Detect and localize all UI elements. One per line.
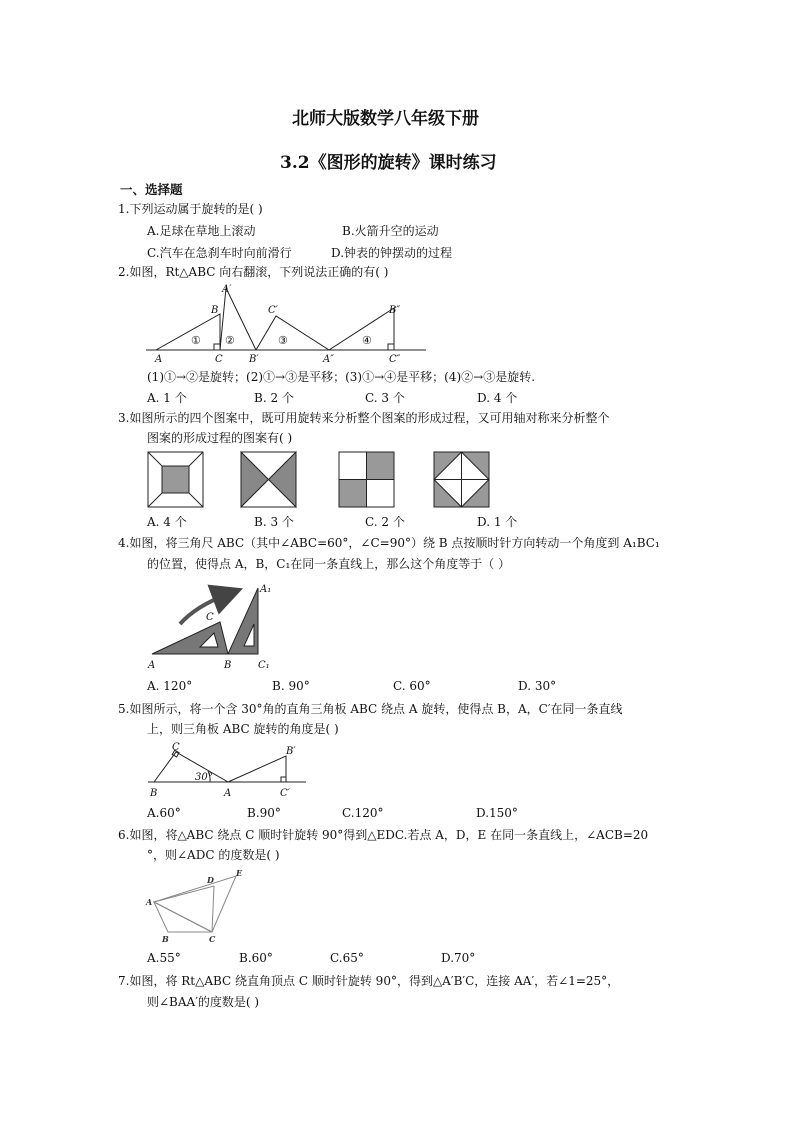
q4-option-b: B. 90° — [272, 679, 310, 693]
q5-label: A — [224, 788, 232, 799]
q2-label: B″ — [389, 305, 401, 316]
q6-option-c: C.65° — [330, 951, 364, 965]
q7-stem-line1: 7.如图，将 Rt△ABC 绕直角顶点 C 顺时针旋转 90°，得到△A′B′C，连接 AA′，若∠1=25°， — [118, 974, 620, 988]
q5-label: B′ — [286, 746, 296, 757]
q6-label: D — [207, 875, 214, 885]
q4-option-a: A. 120° — [147, 679, 193, 693]
q2-stem: 2.如图，Rt△ABC 向右翻滚，下列说法正确的有( ) — [118, 265, 389, 279]
q6-option-a: A.55° — [147, 951, 181, 965]
q2-option-a: A. 1 个 — [147, 391, 187, 405]
q3-stem-line2: 图案的形成过程的图案有( ) — [147, 431, 293, 445]
q3-pattern-figures — [146, 451, 496, 509]
q2-label: B — [211, 305, 219, 316]
q4-stem-line2: 的位置，使得点 A，B，C₁在同一条直线上，那么这个角度等于（ ） — [147, 557, 511, 571]
q4-set-square-figure — [148, 580, 288, 672]
q2-option-b: B. 2 个 — [254, 391, 294, 405]
q6-option-b: B.60° — [239, 951, 273, 965]
q1-option-b: B.火箭升空的运动 — [342, 224, 439, 238]
q6-label: B — [162, 934, 169, 944]
q2-rolling-triangle-figure — [146, 280, 436, 368]
q2-label: ④ — [362, 334, 372, 347]
q6-label: A — [146, 897, 153, 907]
q5-option-b: B.90° — [247, 806, 281, 820]
q2-label: A — [155, 354, 163, 365]
q2-label: A″ — [323, 354, 334, 365]
q3-option-d: D. 1 个 — [477, 515, 518, 529]
q2-label: C′ — [268, 305, 278, 316]
section-heading: 一、选择题 — [120, 182, 183, 197]
q3-stem-line1: 3.如图所示的四个图案中，既可用旋转来分析整个图案的形成过程，又可用轴对称来分析整个 — [118, 411, 610, 425]
q3-option-a: A. 4 个 — [147, 515, 187, 529]
q5-label: B — [150, 788, 158, 799]
q2-label: ① — [191, 334, 201, 347]
doc-subtitle: 3.2《图形的旋转》课时练习 — [280, 153, 497, 173]
q1-option-c: C.汽车在急刹车时向前滑行 — [147, 246, 292, 260]
q5-stem-line2: 上，则三角板 ABC 旋转的角度是( ) — [147, 722, 339, 736]
q2-option-c: C. 3 个 — [365, 391, 405, 405]
q6-label: E — [236, 868, 243, 878]
q7-stem-line2: 则∠BAA′的度数是( ) — [147, 995, 260, 1009]
q4-option-d: D. 30° — [518, 679, 557, 693]
q2-label: B′ — [249, 354, 259, 365]
q2-label: ③ — [278, 334, 288, 347]
q2-statements: (1)①→②是旋转；(2)①→③是平移；(3)①→④是平移；(4)②→③是旋转. — [147, 370, 536, 384]
q3-option-b: B. 3 个 — [254, 515, 294, 529]
q5-triangle-rotation-figure — [146, 740, 311, 802]
q4-label: A₁ — [260, 584, 272, 595]
q6-stem-line2: °，则∠ADC 的度数是( ) — [147, 848, 280, 862]
q5-option-d: D.150° — [476, 806, 518, 820]
q5-option-a: A.60° — [147, 806, 181, 820]
q5-label: 30° — [195, 772, 213, 783]
q4-option-c: C. 60° — [393, 679, 431, 693]
q6-stem-line1: 6.如图，将△ABC 绕点 C 顺时针旋转 90°得到△EDC.若点 A，D，E 在同一条直线上，∠ACB=20 — [118, 828, 649, 842]
q6-label: C — [209, 934, 216, 944]
q1-option-d: D.钟表的钟摆动的过程 — [331, 246, 453, 260]
q1-option-a: A.足球在草地上滚动 — [147, 224, 256, 238]
doc-title: 北师大版数学八年级下册 — [292, 109, 479, 129]
q2-label: C″ — [389, 354, 401, 365]
q4-label: C₁ — [258, 660, 270, 671]
q5-option-c: C.120° — [342, 806, 384, 820]
q2-option-d: D. 4 个 — [477, 391, 518, 405]
q4-stem-line1: 4.如图，将三角尺 ABC（其中∠ABC=60°，∠C=90°）绕 B 点按顺时针方向转动一个角度到 A₁BC₁ — [118, 536, 660, 550]
q4-label: B — [224, 660, 232, 671]
q2-label: C — [215, 354, 223, 365]
q5-label: C — [172, 742, 180, 753]
q2-label: ② — [225, 334, 235, 347]
q6-option-d: D.70° — [441, 951, 476, 965]
q4-label: A — [148, 660, 156, 671]
q5-stem-line1: 5.如图所示，将一个含 30°角的直角三角板 ABC 绕点 A 旋转，使得点 B，A，C′在同一条直线 — [118, 702, 623, 716]
q1-stem: 1.下列运动属于旋转的是( ) — [118, 202, 263, 216]
q3-option-c: C. 2 个 — [365, 515, 405, 529]
q2-label: A′ — [222, 284, 232, 295]
q4-label: C — [206, 612, 214, 623]
q5-label: C′ — [280, 788, 290, 799]
q6-triangle-figure — [146, 868, 251, 946]
